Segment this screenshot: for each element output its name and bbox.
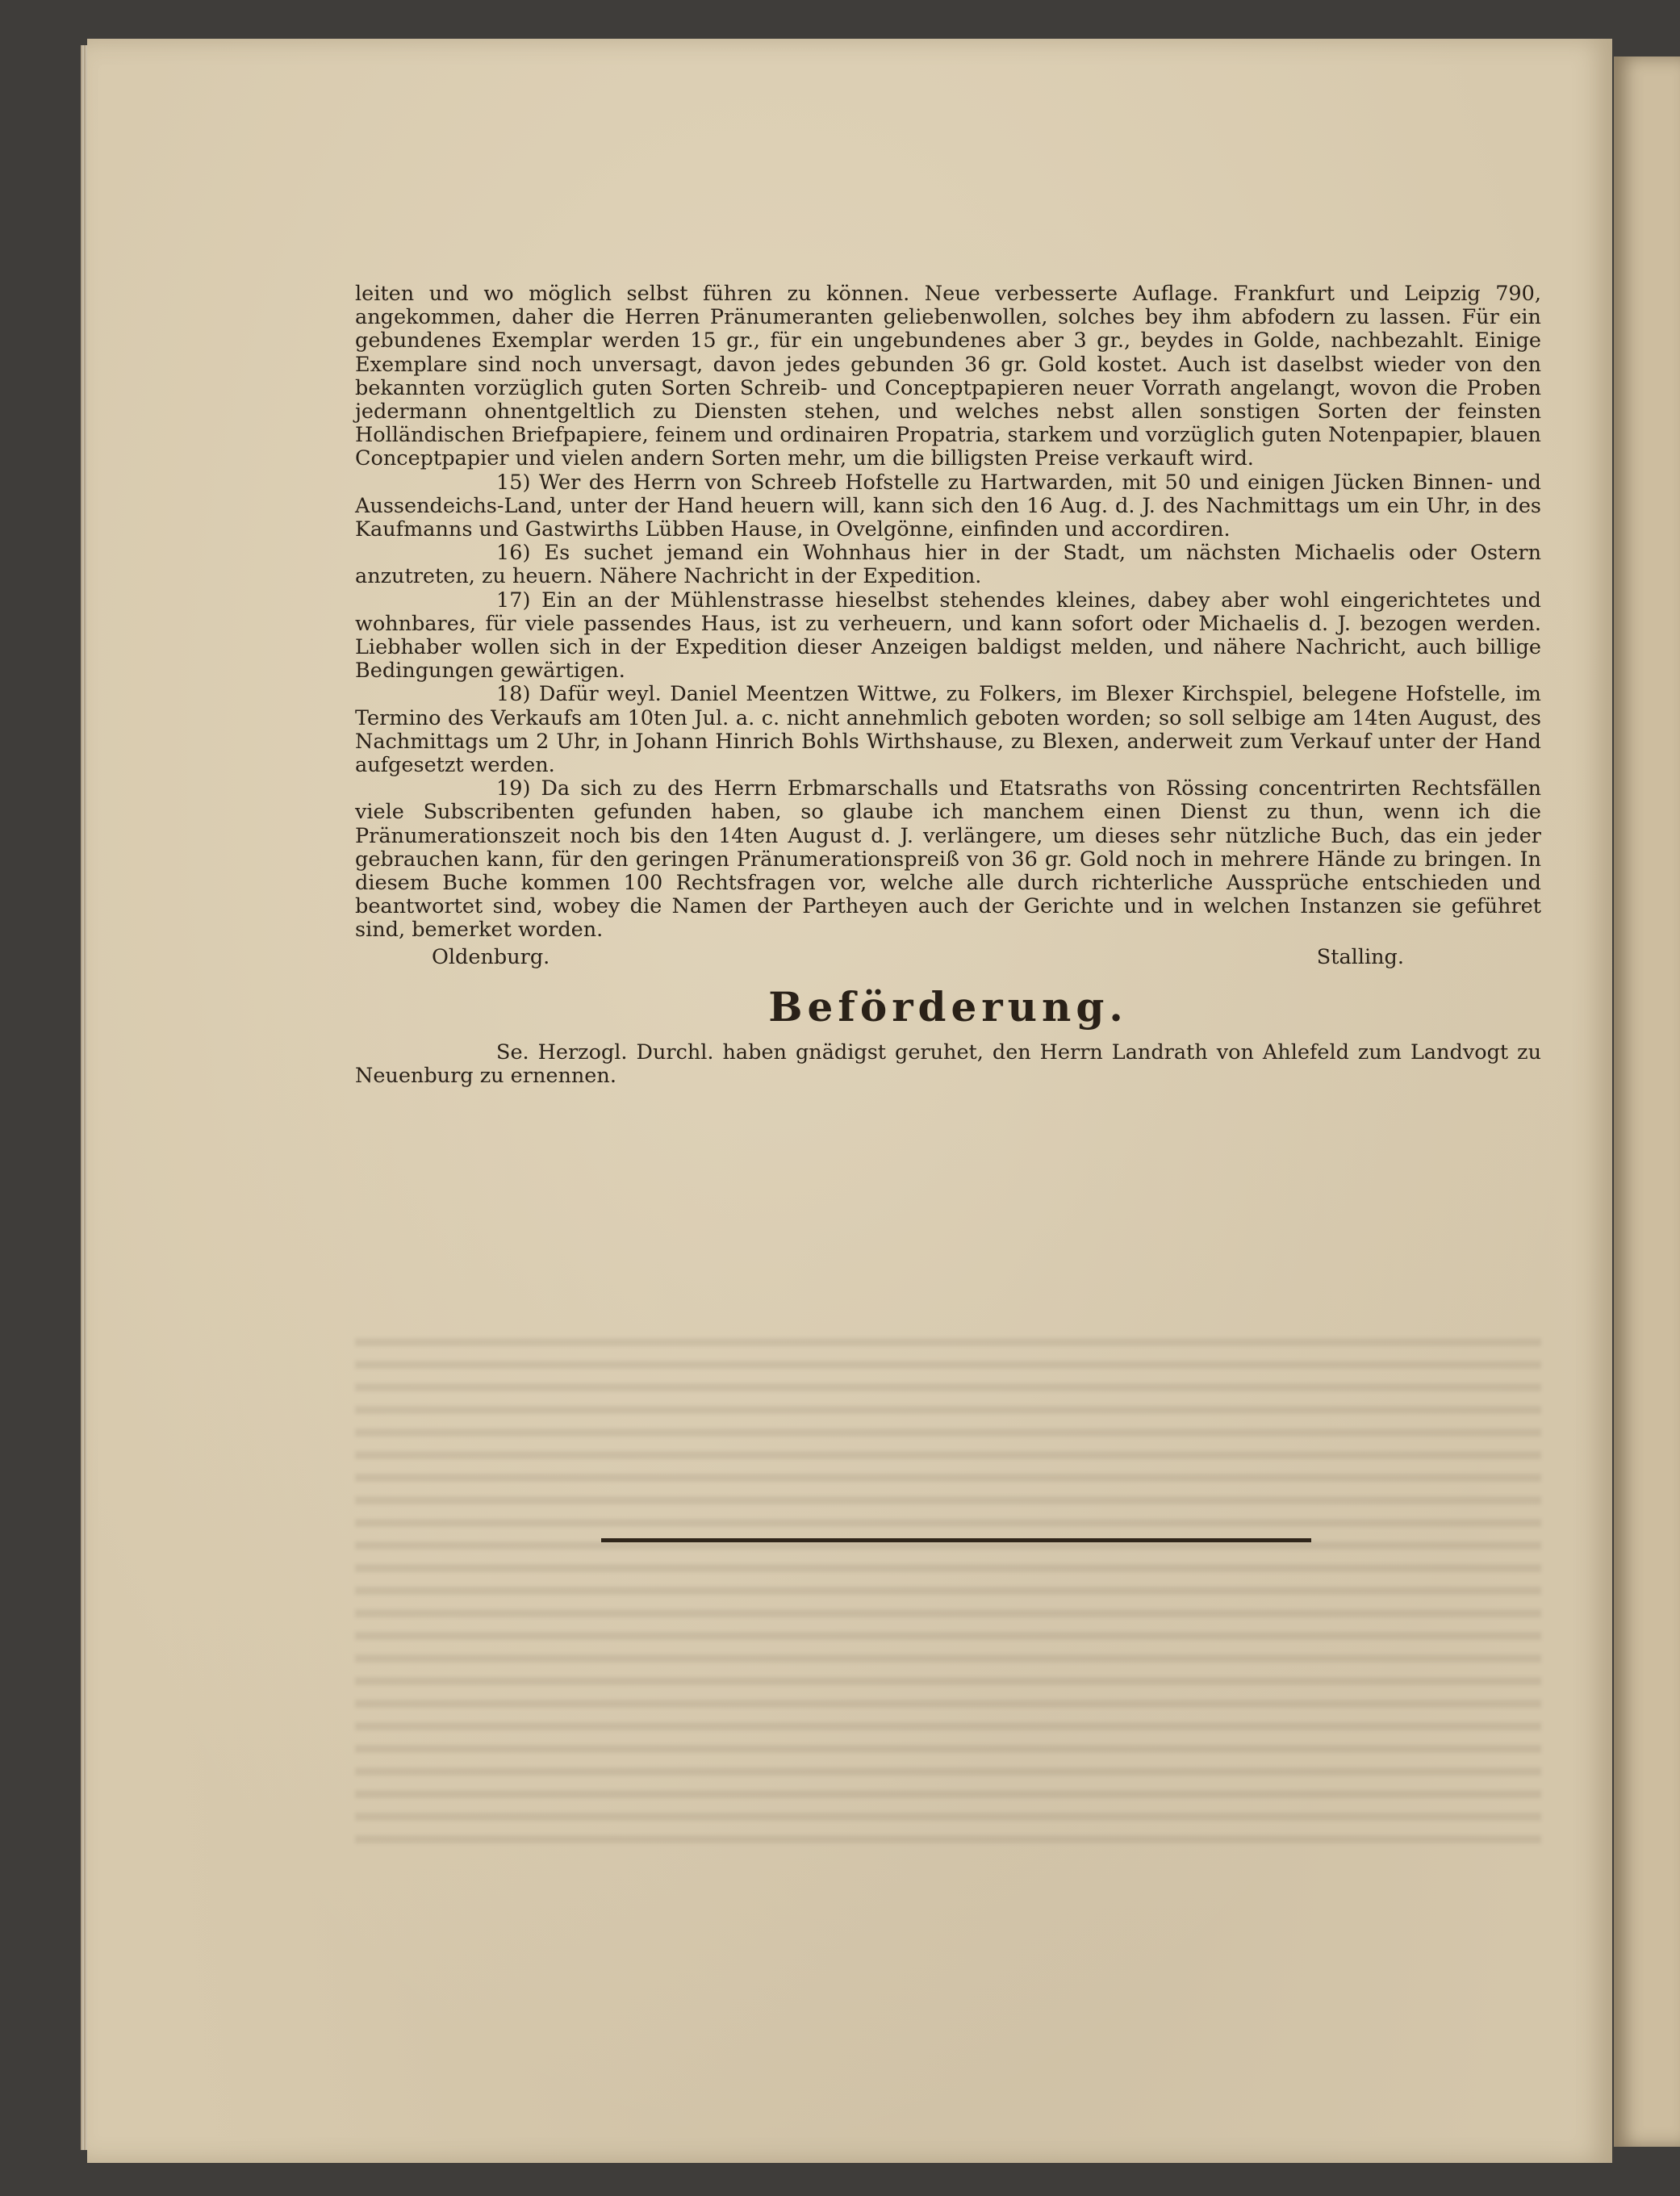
signature-line [355, 946, 1541, 969]
facing-page-edge [1614, 56, 1680, 2147]
page-text [355, 282, 1541, 1089]
closing-paragraph: Se. Herzogl. Durchl. haben gnädigst geruhet, den Herrn Landrath von Ahlefeld zum Landvogt zu Neuenburg zu ernennen. [355, 1040, 1541, 1089]
paragraph-18: 18) Dafür weyl. Daniel Meentzen Wittwe, zu Folkers, im Blexer Kirchspiel, belegene Hofstelle, im Termino des Verkaufs am 10ten Jul. a. c. nicht annehmlich geboten worden; so soll selbige am 14ten August, des Nachmittags um 2 Uhr, in Johann Hinrich Bohls Wirthshause, zu Blexen, anderweit zum Verkauf unter der Hand aufgesetzt werden. [355, 682, 1541, 778]
horizontal-rule [601, 1538, 1311, 1542]
signature-place: Oldenburg. [432, 944, 550, 969]
paragraph-continuation: leiten und wo möglich selbst führen zu können. Neue verbesserte Auflage. Frankfurt und Leipzig 790, angekommen, daher die Herren Pränumeranten geliebenwollen, solches bey ihm abfodern zu lassen. Für ein gebundenes Exemplar werden 15 gr., für ein ungebundenes aber 3 gr., beydes in Golde, nachbezahlt. Einige Exemplare sind noch unversagt, davon jedes gebunden 36 gr. Gold kostet. Auch ist daselbst wieder von den bekannten vorzüglich guten Sorten Schreib- und Conceptpapieren neuer Vorrath angelangt, wovon die Proben jedermann ohnentgeltlich zu Diensten stehen, und welches nebst allen sonstigen Sorten der feinsten Holländischen Briefpapiere, feinem und ordinairen Propatria, starkem und vorzüglich guten Notenpapier, blauen Conceptpapier und vielen andern Sorten mehr, um die billigsten Preise verkauft wird. [355, 282, 1541, 471]
show-through-text [355, 1324, 1541, 1856]
paragraph-16: 16) Es suchet jemand ein Wohnhaus hier in der Stadt, um nächsten Michaelis oder Ostern anzutreten, zu heuern. Nähere Nachricht in der Expedition. [355, 541, 1541, 589]
signature-name: Stalling. [1316, 944, 1404, 969]
paragraph-17: 17) Ein an der Mühlenstrasse hieselbst stehendes kleines, dabey aber wohl eingerichtetes und wohnbares, für viele passendes Haus, ist zu verheuern, und kann sofort oder Michaelis d. J. bezogen werden. Liebhaber wollen sich in der Expedition dieser Anzeigen baldigst melden, und nähere Nachricht, auch billige Bedingungen gewärtigen. [355, 588, 1541, 684]
paragraph-19: 19) Da sich zu des Herrn Erbmarschalls und Etatsraths von Rössing concentrirten Rechtsfällen viele Subscribenten gefunden haben, so glaube ich manchem einen Dienst zu thun, wenn ich die Pränumerationszeit noch bis den 14ten August d. J. verlängere, um dieses sehr nützliche Buch, das ein jeder gebrauchen kann, für den geringen Pränumerationspreiß von 36 gr. Gold noch in mehrere Hände zu bringen. In diesem Buche kommen 100 Rechtsfragen vor, welche alle durch richterliche Aussprüche entschieden und beantwortet sind, wobey die Namen der Partheyen auch der Gerichte und in welchen Instanzen sie geführet sind, bemerket worden. [355, 776, 1541, 943]
paragraph-15: 15) Wer des Herrn von Schreeb Hofstelle zu Hartwarden, mit 50 und einigen Jücken Binnen- und Aussendeichs-Land, unter der Hand heuern will, kann sich den 16 Aug. d. J. des Nachmittags um ein Uhr, in des Kaufmanns und Gastwirths Lübben Hause, in Ovelgönne, einfinden und accordiren. [355, 470, 1541, 542]
section-heading: Beförderung. [768, 982, 1128, 1031]
